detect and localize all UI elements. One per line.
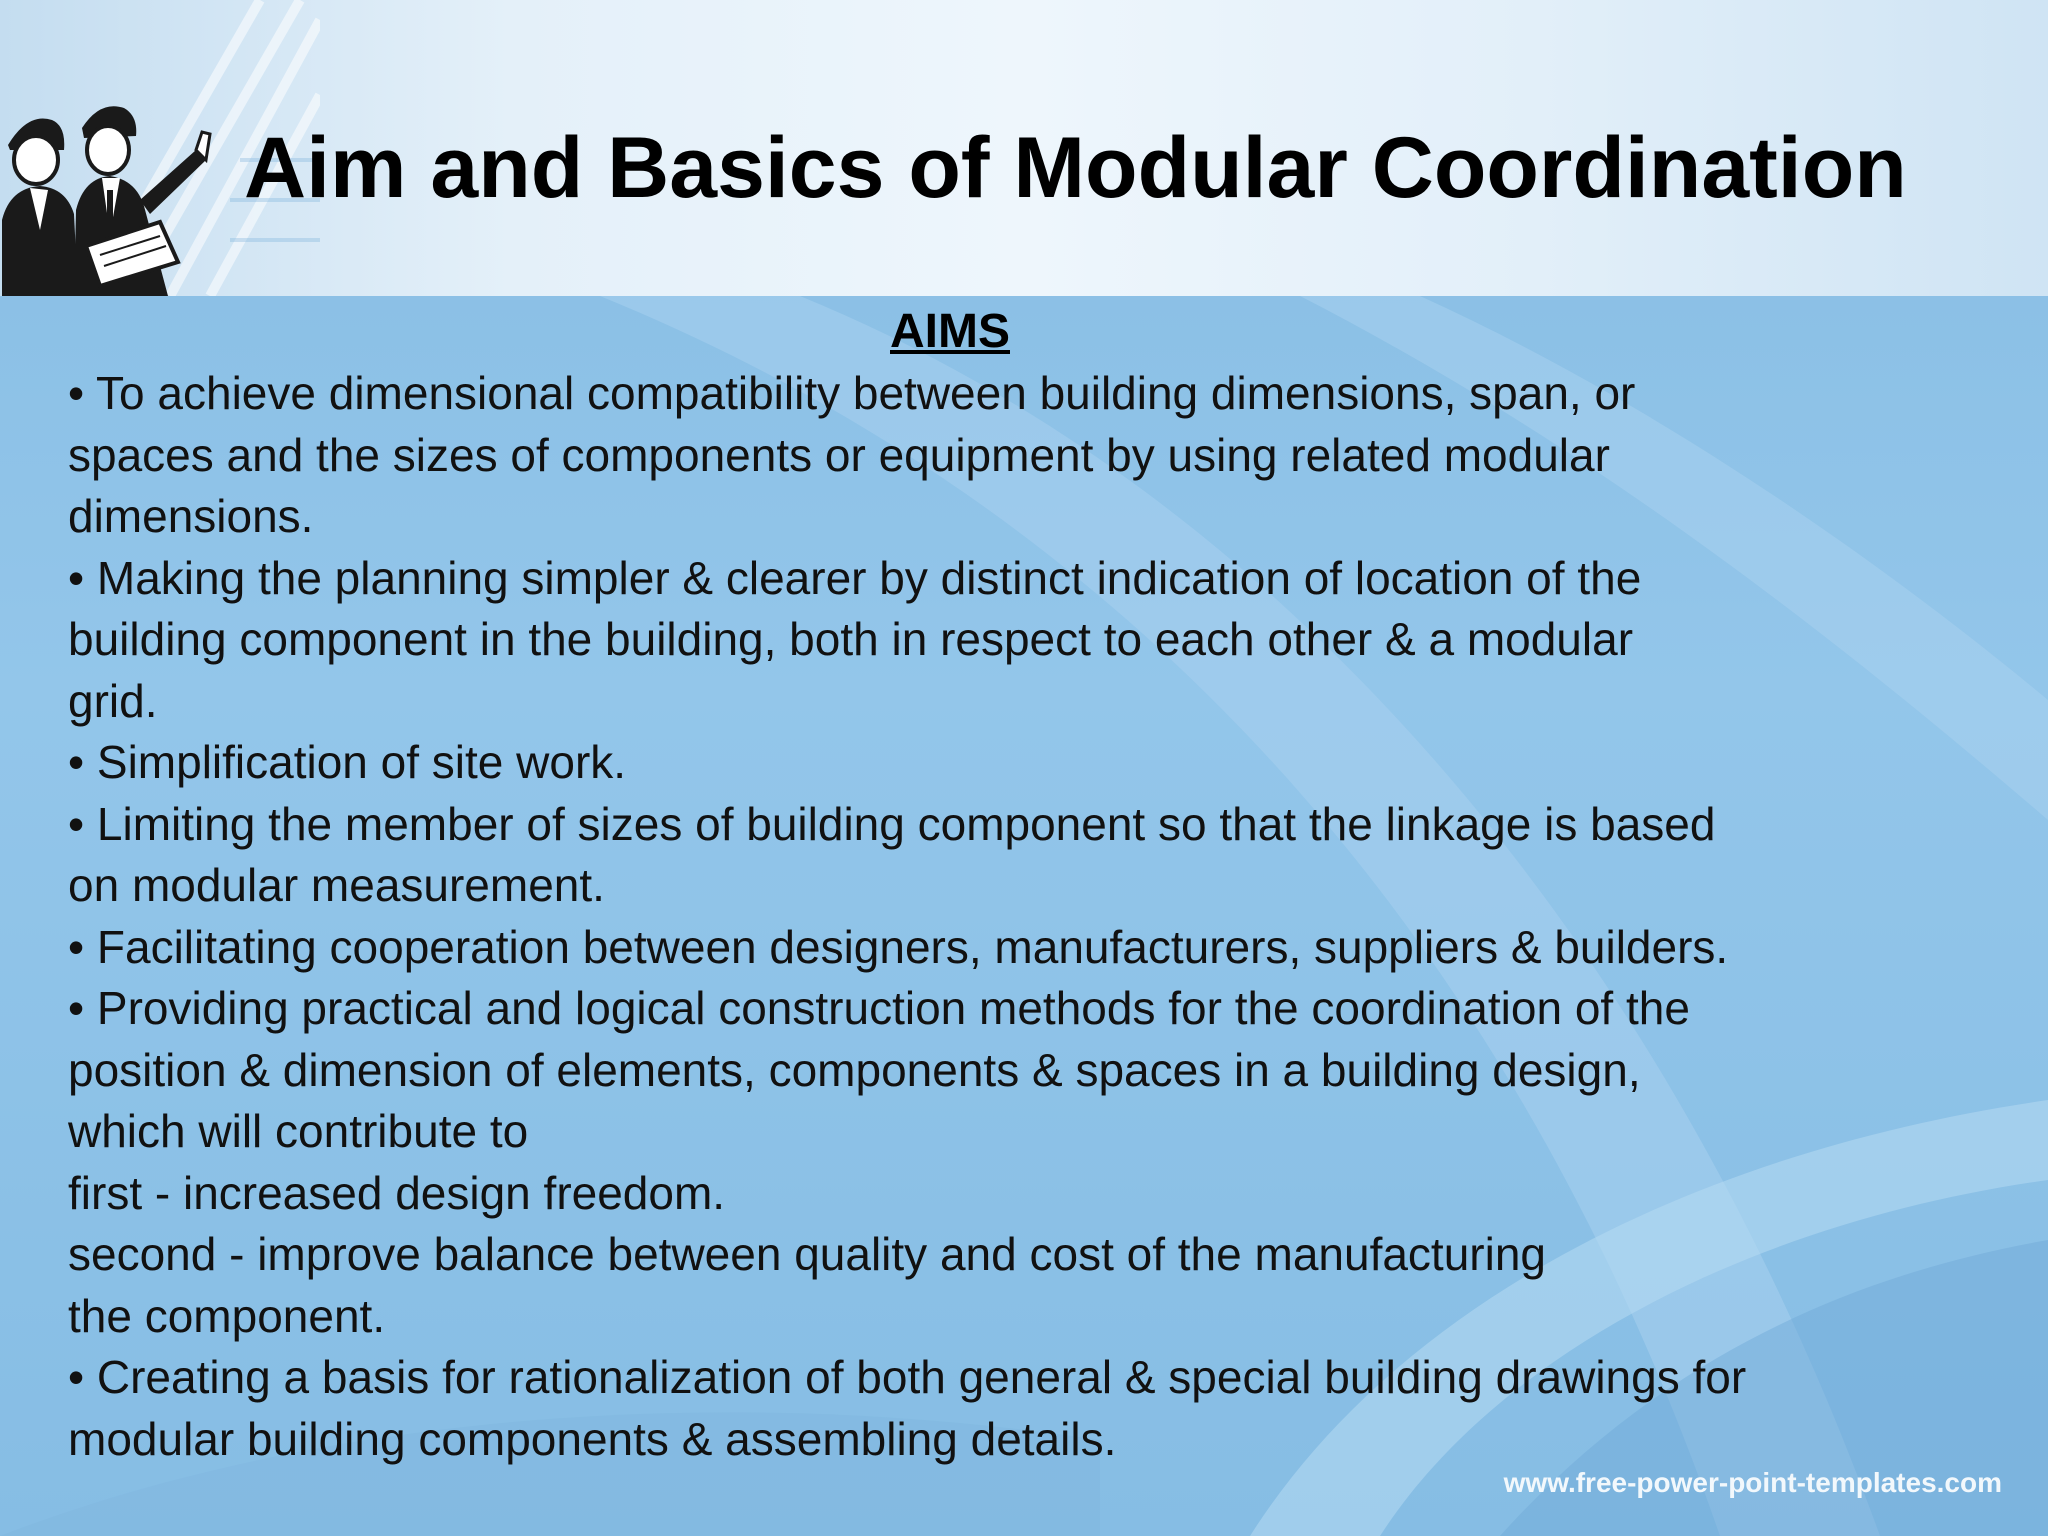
aims-line: • Facilitating cooperation between designers, manufacturers, suppliers & builders.	[68, 920, 1729, 973]
aims-line: position & dimension of elements, components & spaces in a building design,	[68, 1043, 1641, 1096]
aims-line: • Simplification of site work.	[68, 736, 627, 788]
aims-line: spaces and the sizes of components or equipment by using related modular	[68, 428, 1610, 481]
footer-url: www.free-power-point-templates.com	[1503, 1467, 2002, 1498]
aims-line: • Creating a basis for rationalization of both general & special building drawings for	[68, 1351, 1747, 1403]
aims-line: which will contribute to	[68, 1105, 529, 1157]
aims-line: modular building components & assembling details.	[68, 1412, 1117, 1465]
aims-line: • Limiting the member of sizes of building component so that the linkage is based	[68, 797, 1716, 850]
aims-heading: AIMS	[890, 305, 1010, 358]
aims-line: second - improve balance between quality and cost of the manufacturing	[68, 1228, 1546, 1280]
aims-line: dimensions.	[68, 490, 314, 542]
aims-line: • To achieve dimensional compatibility between building dimensions, span, or	[68, 367, 1636, 419]
aims-line: the component.	[68, 1289, 386, 1342]
aims-line: first - increased design freedom.	[68, 1166, 726, 1219]
aims-line: building component in the building, both in respect to each other & a modular	[68, 613, 1634, 665]
aims-line: on modular measurement.	[68, 859, 605, 911]
aims-list	[68, 363, 2008, 1470]
slide-title: Aim and Basics of Modular Coordination	[244, 120, 1907, 216]
aims-line: • Making the planning simpler & clearer by distinct indication of location of the	[68, 551, 1642, 604]
aims-line: • Providing practical and logical construction methods for the coordination of the	[68, 982, 1690, 1034]
header-band	[0, 0, 2048, 296]
aims-line: grid.	[68, 674, 158, 727]
